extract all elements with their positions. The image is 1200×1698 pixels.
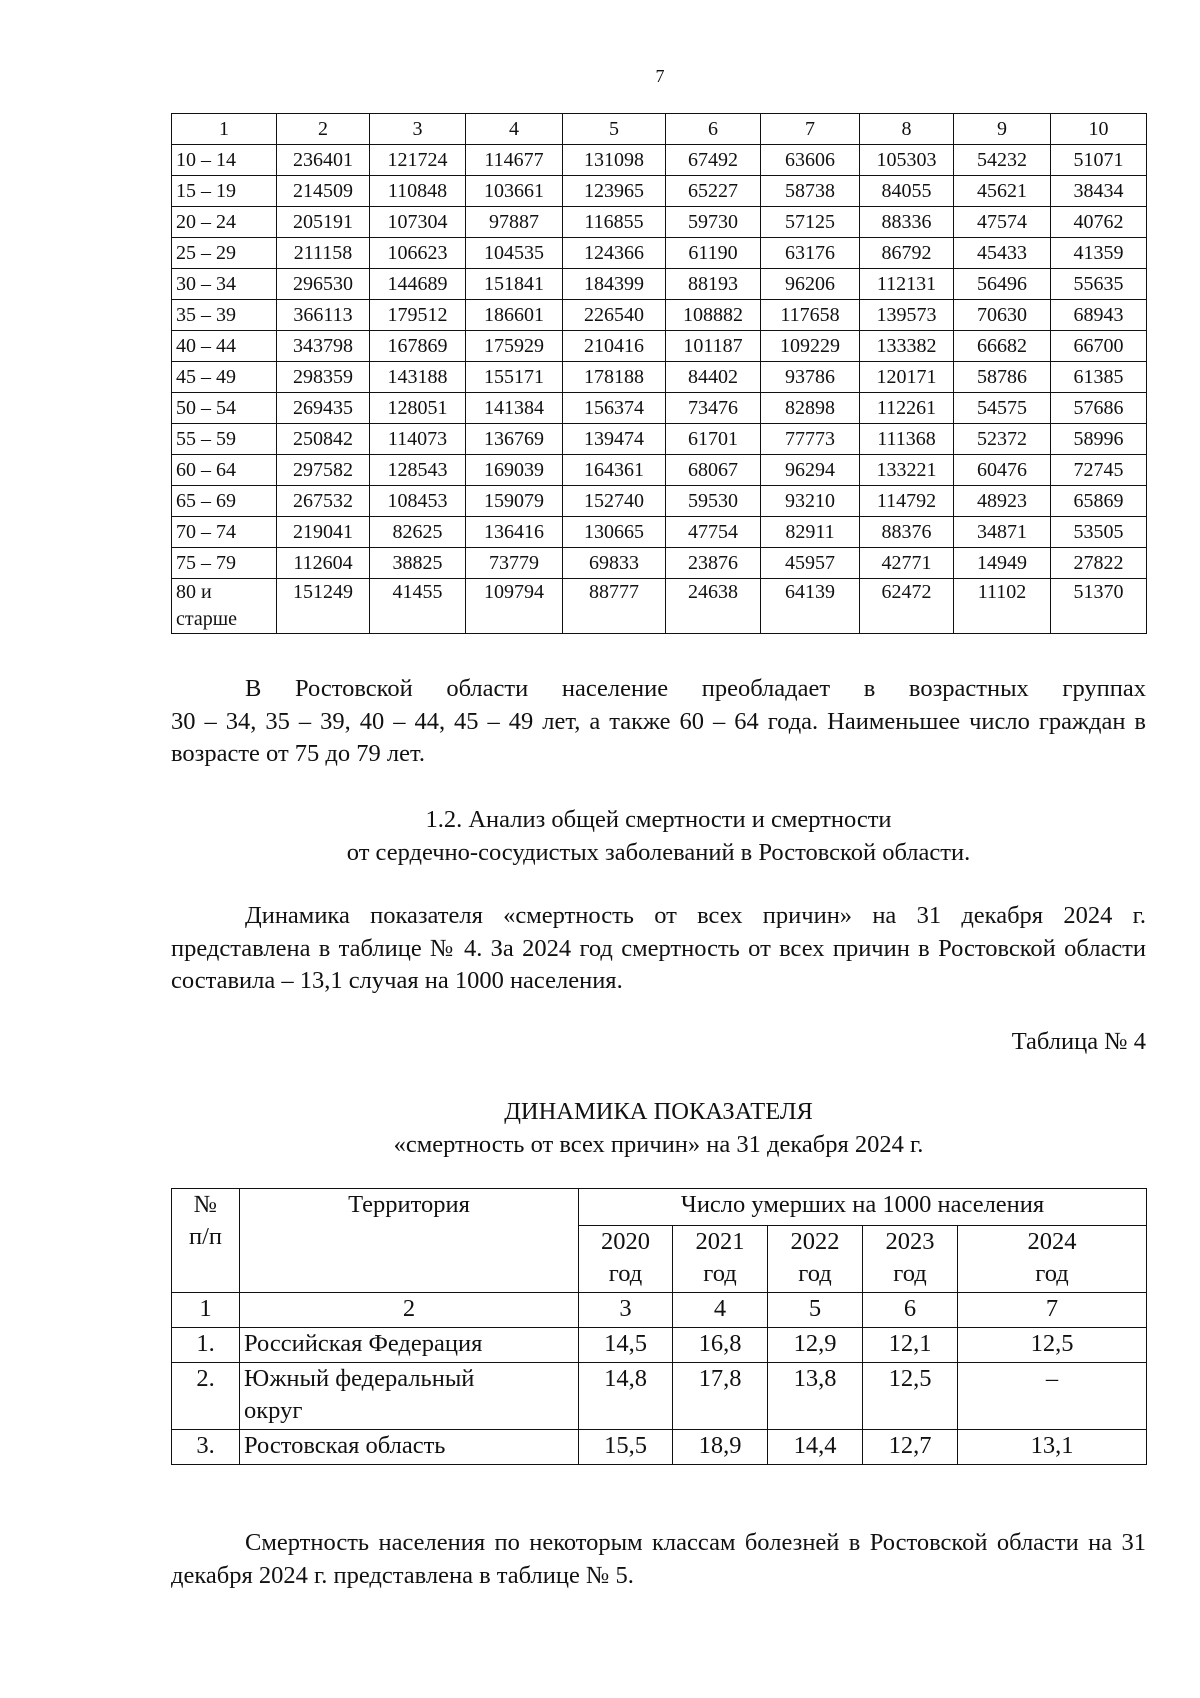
population-value: 82625 bbox=[370, 517, 466, 548]
age-group: 75 – 79 bbox=[172, 548, 277, 579]
population-value: 133382 bbox=[860, 331, 954, 362]
mortality-table bbox=[171, 1188, 1147, 1465]
year: 2022 bbox=[790, 1228, 840, 1255]
population-value: 88376 bbox=[860, 517, 954, 548]
table-row bbox=[172, 579, 1147, 634]
population-value: 114073 bbox=[370, 424, 466, 455]
population-value: 55635 bbox=[1051, 269, 1147, 300]
population-value: 68943 bbox=[1051, 300, 1147, 331]
paragraph-age-groups bbox=[171, 673, 1146, 771]
population-value: 53505 bbox=[1051, 517, 1147, 548]
column-number: 3 bbox=[579, 1293, 673, 1328]
age-group: 70 – 74 bbox=[172, 517, 277, 548]
population-value: 56496 bbox=[954, 269, 1051, 300]
value: 12,1 bbox=[863, 1328, 958, 1363]
population-value: 86792 bbox=[860, 238, 954, 269]
header-year bbox=[579, 1226, 673, 1293]
population-value: 101187 bbox=[666, 331, 761, 362]
column-number: 4 bbox=[466, 114, 563, 145]
population-value: 96206 bbox=[761, 269, 860, 300]
population-value: 58738 bbox=[761, 176, 860, 207]
population-value: 210416 bbox=[563, 331, 666, 362]
population-value: 136769 bbox=[466, 424, 563, 455]
table-row bbox=[172, 145, 1147, 176]
value: 12,5 bbox=[863, 1363, 958, 1430]
population-value: 57686 bbox=[1051, 393, 1147, 424]
territory-line: Южный федеральный bbox=[244, 1365, 475, 1392]
column-number: 5 bbox=[768, 1293, 863, 1328]
population-value: 47574 bbox=[954, 207, 1051, 238]
population-value: 63606 bbox=[761, 145, 860, 176]
paragraph-text: 30 – 34, 35 – 39, 40 – 44, 45 – 49 лет, а также 60 – 64 года. Наименьшее число граждан в возрасте от 75 до 79 лет. bbox=[171, 707, 1146, 767]
age-group: 10 – 14 bbox=[172, 145, 277, 176]
value: – bbox=[958, 1363, 1147, 1430]
population-value: 61701 bbox=[666, 424, 761, 455]
population-value: 40762 bbox=[1051, 207, 1147, 238]
column-number: 8 bbox=[860, 114, 954, 145]
population-value: 41455 bbox=[370, 579, 466, 634]
header-text: № bbox=[193, 1191, 218, 1218]
value: 12,5 bbox=[958, 1328, 1147, 1363]
population-value: 250842 bbox=[277, 424, 370, 455]
population-value: 120171 bbox=[860, 362, 954, 393]
header-year bbox=[958, 1226, 1147, 1293]
population-value: 178188 bbox=[563, 362, 666, 393]
header-territory: Территория bbox=[240, 1189, 579, 1293]
population-value: 139474 bbox=[563, 424, 666, 455]
table-row bbox=[172, 1363, 1147, 1430]
column-number: 9 bbox=[954, 114, 1051, 145]
population-value: 104535 bbox=[466, 238, 563, 269]
column-number: 2 bbox=[277, 114, 370, 145]
population-value: 42771 bbox=[860, 548, 954, 579]
population-value: 236401 bbox=[277, 145, 370, 176]
population-value: 34871 bbox=[954, 517, 1051, 548]
population-value: 107304 bbox=[370, 207, 466, 238]
population-value: 77773 bbox=[761, 424, 860, 455]
population-value: 128051 bbox=[370, 393, 466, 424]
population-value: 84055 bbox=[860, 176, 954, 207]
age-population-table bbox=[171, 113, 1147, 634]
population-value: 131098 bbox=[563, 145, 666, 176]
population-value: 112261 bbox=[860, 393, 954, 424]
population-value: 116855 bbox=[563, 207, 666, 238]
population-value: 152740 bbox=[563, 486, 666, 517]
age-group: 45 – 49 bbox=[172, 362, 277, 393]
population-value: 47754 bbox=[666, 517, 761, 548]
column-number: 1 bbox=[172, 1293, 240, 1328]
population-value: 84402 bbox=[666, 362, 761, 393]
age-group-line: старше bbox=[176, 608, 238, 630]
unit: год bbox=[608, 1260, 643, 1287]
population-value: 11102 bbox=[954, 579, 1051, 634]
paragraph-mortality-dynamics bbox=[171, 900, 1146, 998]
population-value: 136416 bbox=[466, 517, 563, 548]
population-value: 93210 bbox=[761, 486, 860, 517]
table-row bbox=[172, 1328, 1147, 1363]
population-value: 155171 bbox=[466, 362, 563, 393]
column-number: 1 bbox=[172, 114, 277, 145]
population-value: 38434 bbox=[1051, 176, 1147, 207]
population-value: 298359 bbox=[277, 362, 370, 393]
header-year bbox=[673, 1226, 768, 1293]
population-value: 96294 bbox=[761, 455, 860, 486]
population-value: 167869 bbox=[370, 331, 466, 362]
population-value: 62472 bbox=[860, 579, 954, 634]
year: 2021 bbox=[695, 1228, 745, 1255]
population-value: 59530 bbox=[666, 486, 761, 517]
population-value: 343798 bbox=[277, 331, 370, 362]
column-number: 7 bbox=[761, 114, 860, 145]
paragraph-text: В Ростовской области население преобладает в возрастных группах bbox=[245, 675, 1146, 702]
paragraph-text: Динамика показателя «смертность от всех причин» на 31 декабря 2024 г. представлена в таблице № 4. За 2024 год смертность от всех причин в Ростовской области составила – 13,1 случая на 1000 населения. bbox=[171, 902, 1146, 994]
territory: Российская Федерация bbox=[240, 1328, 579, 1363]
population-value: 57125 bbox=[761, 207, 860, 238]
age-group: 20 – 24 bbox=[172, 207, 277, 238]
population-value: 106623 bbox=[370, 238, 466, 269]
population-value: 186601 bbox=[466, 300, 563, 331]
value: 12,7 bbox=[863, 1430, 958, 1465]
table-row bbox=[172, 1430, 1147, 1465]
table-row bbox=[172, 176, 1147, 207]
territory bbox=[240, 1363, 579, 1430]
population-value: 52372 bbox=[954, 424, 1051, 455]
unit: год bbox=[703, 1260, 737, 1287]
section-heading bbox=[171, 803, 1146, 869]
column-number: 4 bbox=[673, 1293, 768, 1328]
year: 2020 bbox=[601, 1228, 650, 1255]
population-value: 23876 bbox=[666, 548, 761, 579]
table-row bbox=[172, 486, 1147, 517]
population-value: 70630 bbox=[954, 300, 1051, 331]
table-row bbox=[172, 300, 1147, 331]
population-value: 105303 bbox=[860, 145, 954, 176]
population-value: 45621 bbox=[954, 176, 1051, 207]
age-group: 55 – 59 bbox=[172, 424, 277, 455]
territory-line: округ bbox=[244, 1397, 303, 1424]
population-value: 164361 bbox=[563, 455, 666, 486]
column-number: 10 bbox=[1051, 114, 1147, 145]
table-row bbox=[172, 362, 1147, 393]
population-value: 109229 bbox=[761, 331, 860, 362]
age-group: 50 – 54 bbox=[172, 393, 277, 424]
age-group: 65 – 69 bbox=[172, 486, 277, 517]
population-value: 93786 bbox=[761, 362, 860, 393]
value: 15,5 bbox=[579, 1430, 673, 1465]
table-row bbox=[172, 517, 1147, 548]
population-value: 366113 bbox=[277, 300, 370, 331]
value: 12,9 bbox=[768, 1328, 863, 1363]
paragraph-text: Смертность населения по некоторым классам болезней в Ростовской области на 31 декабря 2024 г. представлена в таблице № 5. bbox=[171, 1529, 1146, 1589]
column-number: 3 bbox=[370, 114, 466, 145]
column-number: 5 bbox=[563, 114, 666, 145]
value: 13,1 bbox=[958, 1430, 1147, 1465]
population-value: 45433 bbox=[954, 238, 1051, 269]
population-value: 64139 bbox=[761, 579, 860, 634]
population-value: 61190 bbox=[666, 238, 761, 269]
population-value: 82911 bbox=[761, 517, 860, 548]
population-value: 117658 bbox=[761, 300, 860, 331]
page-number: 7 bbox=[655, 66, 665, 86]
header-year bbox=[863, 1226, 958, 1293]
population-value: 24638 bbox=[666, 579, 761, 634]
paragraph-disease-classes bbox=[171, 1527, 1146, 1592]
population-value: 66682 bbox=[954, 331, 1051, 362]
population-value: 41359 bbox=[1051, 238, 1147, 269]
population-value: 54575 bbox=[954, 393, 1051, 424]
value: 14,8 bbox=[579, 1363, 673, 1430]
population-value: 54232 bbox=[954, 145, 1051, 176]
population-value: 58786 bbox=[954, 362, 1051, 393]
territory: Ростовская область bbox=[240, 1430, 579, 1465]
age-group: 15 – 19 bbox=[172, 176, 277, 207]
population-value: 27822 bbox=[1051, 548, 1147, 579]
population-value: 114792 bbox=[860, 486, 954, 517]
population-value: 296530 bbox=[277, 269, 370, 300]
unit: год bbox=[1035, 1260, 1069, 1287]
population-value: 151249 bbox=[277, 579, 370, 634]
table-label: Таблица № 4 bbox=[1011, 1028, 1146, 1055]
population-value: 267532 bbox=[277, 486, 370, 517]
population-value: 109794 bbox=[466, 579, 563, 634]
year: 2023 bbox=[885, 1228, 935, 1255]
age-group: 60 – 64 bbox=[172, 455, 277, 486]
row-number: 3. bbox=[172, 1430, 240, 1465]
column-number: 7 bbox=[958, 1293, 1147, 1328]
population-value: 269435 bbox=[277, 393, 370, 424]
population-value: 151841 bbox=[466, 269, 563, 300]
numbering-row bbox=[172, 1293, 1147, 1328]
column-number: 2 bbox=[240, 1293, 579, 1328]
table-row bbox=[172, 393, 1147, 424]
section-heading-line: 1.2. Анализ общей смертности и смертности bbox=[425, 806, 892, 833]
table-row bbox=[172, 269, 1147, 300]
population-value: 38825 bbox=[370, 548, 466, 579]
population-value: 73476 bbox=[666, 393, 761, 424]
population-value: 59730 bbox=[666, 207, 761, 238]
header-text: п/п bbox=[188, 1223, 223, 1250]
population-value: 169039 bbox=[466, 455, 563, 486]
table-row bbox=[172, 207, 1147, 238]
row-number: 2. bbox=[172, 1363, 240, 1430]
population-value: 51071 bbox=[1051, 145, 1147, 176]
header-group: Число умерших на 1000 населения bbox=[579, 1189, 1147, 1226]
population-value: 159079 bbox=[466, 486, 563, 517]
unit: год bbox=[893, 1260, 927, 1287]
population-value: 88193 bbox=[666, 269, 761, 300]
population-value: 219041 bbox=[277, 517, 370, 548]
population-value: 179512 bbox=[370, 300, 466, 331]
population-value: 144689 bbox=[370, 269, 466, 300]
population-value: 128543 bbox=[370, 455, 466, 486]
table-row bbox=[172, 455, 1147, 486]
population-value: 66700 bbox=[1051, 331, 1147, 362]
population-value: 156374 bbox=[563, 393, 666, 424]
population-value: 45957 bbox=[761, 548, 860, 579]
table-title-line: ДИНАМИКА ПОКАЗАТЕЛЯ bbox=[504, 1098, 813, 1125]
population-value: 121724 bbox=[370, 145, 466, 176]
population-value: 69833 bbox=[563, 548, 666, 579]
column-number: 6 bbox=[863, 1293, 958, 1328]
population-value: 214509 bbox=[277, 176, 370, 207]
table-row bbox=[172, 424, 1147, 455]
section-heading-line: от сердечно-сосудистых заболеваний в Ростовской области. bbox=[346, 839, 971, 866]
header-number bbox=[172, 1189, 240, 1293]
population-value: 114677 bbox=[466, 145, 563, 176]
population-value: 112604 bbox=[277, 548, 370, 579]
population-value: 133221 bbox=[860, 455, 954, 486]
table-row bbox=[172, 331, 1147, 362]
population-value: 97887 bbox=[466, 207, 563, 238]
population-value: 211158 bbox=[277, 238, 370, 269]
population-value: 82898 bbox=[761, 393, 860, 424]
population-value: 184399 bbox=[563, 269, 666, 300]
population-value: 65227 bbox=[666, 176, 761, 207]
age-group: 25 – 29 bbox=[172, 238, 277, 269]
population-value: 124366 bbox=[563, 238, 666, 269]
table-title bbox=[171, 1095, 1146, 1161]
value: 13,8 bbox=[768, 1363, 863, 1430]
age-group-line: 80 и bbox=[176, 581, 212, 603]
table-row bbox=[172, 548, 1147, 579]
population-value: 108453 bbox=[370, 486, 466, 517]
value: 14,5 bbox=[579, 1328, 673, 1363]
unit: год bbox=[798, 1260, 832, 1287]
value: 14,4 bbox=[768, 1430, 863, 1465]
population-value: 88336 bbox=[860, 207, 954, 238]
population-value: 297582 bbox=[277, 455, 370, 486]
population-value: 61385 bbox=[1051, 362, 1147, 393]
age-group: 40 – 44 bbox=[172, 331, 277, 362]
value: 16,8 bbox=[673, 1328, 768, 1363]
population-value: 60476 bbox=[954, 455, 1051, 486]
population-value: 72745 bbox=[1051, 455, 1147, 486]
table-row bbox=[172, 238, 1147, 269]
population-value: 65869 bbox=[1051, 486, 1147, 517]
population-value: 67492 bbox=[666, 145, 761, 176]
population-value: 143188 bbox=[370, 362, 466, 393]
age-group: 30 – 34 bbox=[172, 269, 277, 300]
population-value: 73779 bbox=[466, 548, 563, 579]
population-value: 103661 bbox=[466, 176, 563, 207]
population-value: 175929 bbox=[466, 331, 563, 362]
population-value: 130665 bbox=[563, 517, 666, 548]
year: 2024 bbox=[1027, 1228, 1077, 1255]
value: 17,8 bbox=[673, 1363, 768, 1430]
population-value: 48923 bbox=[954, 486, 1051, 517]
population-value: 58996 bbox=[1051, 424, 1147, 455]
population-value: 111368 bbox=[860, 424, 954, 455]
population-value: 139573 bbox=[860, 300, 954, 331]
row-number: 1. bbox=[172, 1328, 240, 1363]
population-value: 108882 bbox=[666, 300, 761, 331]
population-value: 205191 bbox=[277, 207, 370, 238]
population-value: 51370 bbox=[1051, 579, 1147, 634]
age-group: 35 – 39 bbox=[172, 300, 277, 331]
population-value: 14949 bbox=[954, 548, 1051, 579]
age-group bbox=[172, 579, 277, 634]
column-number: 6 bbox=[666, 114, 761, 145]
population-value: 141384 bbox=[466, 393, 563, 424]
population-value: 88777 bbox=[563, 579, 666, 634]
table-header-row bbox=[172, 114, 1147, 145]
population-value: 226540 bbox=[563, 300, 666, 331]
population-value: 123965 bbox=[563, 176, 666, 207]
header-year bbox=[768, 1226, 863, 1293]
population-value: 63176 bbox=[761, 238, 860, 269]
population-value: 68067 bbox=[666, 455, 761, 486]
population-value: 110848 bbox=[370, 176, 466, 207]
table-title-line: «смертность от всех причин» на 31 декабря 2024 г. bbox=[393, 1131, 924, 1158]
population-value: 112131 bbox=[860, 269, 954, 300]
value: 18,9 bbox=[673, 1430, 768, 1465]
